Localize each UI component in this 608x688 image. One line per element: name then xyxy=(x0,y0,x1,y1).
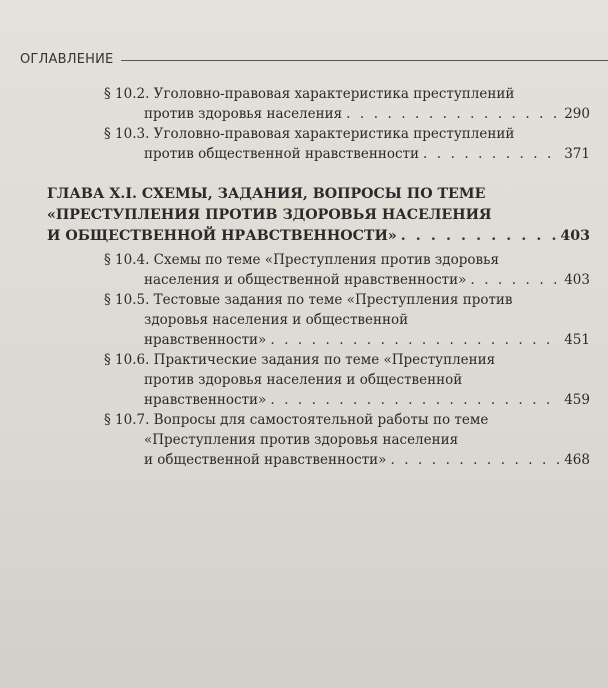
toc-entry-10-3[interactable] xyxy=(104,124,590,164)
toc-entry-title-line: § 10.2. Уголовно-правовая характеристика преступлений xyxy=(104,86,515,102)
toc-chapter-x-i[interactable] xyxy=(47,184,590,247)
toc-page-number: 459 xyxy=(564,392,590,408)
toc-line xyxy=(47,205,590,226)
toc-entry-10-6[interactable] xyxy=(104,350,590,410)
toc-entry-title-line: против здоровья населения xyxy=(144,106,343,122)
toc-chapter-title-line: ГЛАВА X.I. СХЕМЫ, ЗАДАНИЯ, ВОПРОСЫ ПО ТЕМЕ xyxy=(47,186,486,202)
toc-line xyxy=(104,290,590,310)
running-head xyxy=(20,52,608,67)
running-head-rule xyxy=(121,60,608,61)
toc-entry-title-line: населения и общественной нравственности» xyxy=(144,272,467,288)
toc-line xyxy=(104,124,590,144)
toc-line xyxy=(47,184,590,205)
toc-page-number: 403 xyxy=(564,272,590,288)
toc-entry-10-2[interactable] xyxy=(104,84,590,124)
toc-entry-10-4[interactable] xyxy=(104,250,590,290)
toc-page-number: 468 xyxy=(564,452,590,468)
toc-entry-title-line: § 10.7. Вопросы для самостоятельной работы по теме xyxy=(104,412,489,428)
toc-page-number: 451 xyxy=(564,332,590,348)
toc-line xyxy=(104,310,590,330)
toc-line xyxy=(104,390,590,410)
toc-entry-title-line: § 10.4. Схемы по теме «Преступления против здоровья xyxy=(104,252,499,268)
toc-entry-10-5[interactable] xyxy=(104,290,590,350)
toc-line xyxy=(104,84,590,104)
dot-leader xyxy=(390,450,560,470)
toc-entry-title-line: и общественной нравственности» xyxy=(144,452,387,468)
toc-line xyxy=(104,250,590,270)
running-head-label: ОГЛАВЛЕНИЕ xyxy=(20,52,114,67)
toc-line xyxy=(104,270,590,290)
toc-entry-title-line: § 10.6. Практические задания по теме «Преступления xyxy=(104,352,496,368)
toc-page-number: 403 xyxy=(560,228,590,244)
toc-entry-title-line: § 10.5. Тестовые задания по теме «Преступления против xyxy=(104,292,513,308)
dot-leader xyxy=(346,104,560,124)
dot-leader xyxy=(270,390,560,410)
toc-chapter-title-line: «ПРЕСТУПЛЕНИЯ ПРОТИВ ЗДОРОВЬЯ НАСЕЛЕНИЯ xyxy=(47,207,492,223)
dot-leader xyxy=(401,226,557,247)
toc-entry-title-line: нравственности» xyxy=(144,392,267,408)
toc-line xyxy=(104,450,590,470)
toc-chapter-title-line: И ОБЩЕСТВЕННОЙ НРАВСТВЕННОСТИ» xyxy=(47,228,397,244)
toc-line xyxy=(104,430,590,450)
toc-line xyxy=(104,144,590,164)
toc-entry-title-line: против здоровья населения и общественной xyxy=(144,372,463,388)
toc-entry-title-line: § 10.3. Уголовно-правовая характеристика преступлений xyxy=(104,126,515,142)
toc-line xyxy=(104,330,590,350)
toc-entry-title-line: «Преступления против здоровья населения xyxy=(144,432,459,448)
toc-line xyxy=(104,350,590,370)
dot-leader xyxy=(270,330,560,350)
toc-line xyxy=(104,410,590,430)
dot-leader xyxy=(470,270,560,290)
toc-page-number: 371 xyxy=(564,146,590,162)
toc-line xyxy=(47,226,590,247)
dot-leader xyxy=(423,144,560,164)
toc-entry-title-line: нравственности» xyxy=(144,332,267,348)
toc-line xyxy=(104,370,590,390)
toc-line xyxy=(104,104,590,124)
toc-page-number: 290 xyxy=(564,106,590,122)
toc-entry-10-7[interactable] xyxy=(104,410,590,470)
toc-entry-title-line: здоровья населения и общественной xyxy=(144,312,409,328)
toc-entry-title-line: против общественной нравственности xyxy=(144,146,420,162)
